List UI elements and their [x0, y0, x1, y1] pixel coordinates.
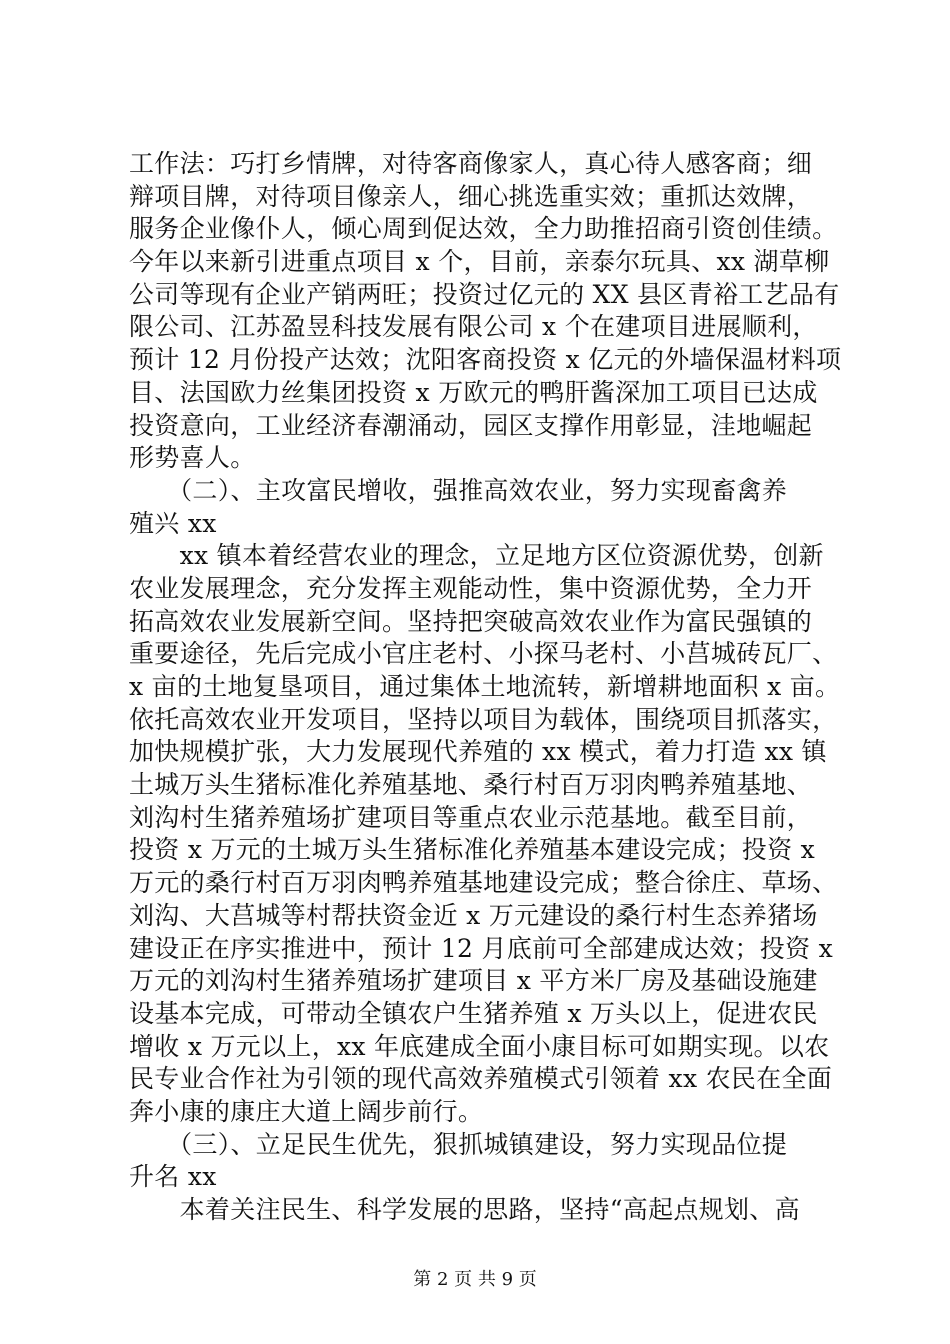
- section-heading-line: 殖兴 xx: [129, 508, 217, 538]
- body-text: [129, 148, 842, 1227]
- text-line: 本着关注民生、科学发展的思路，坚持“高起点规划、高: [129, 1195, 800, 1224]
- page-number-footer: 第 2 页 共 9 页: [413, 1269, 537, 1290]
- text-line: 公司等现有企业产销两旺；投资过亿元的 XX 县区青裕工艺品有: [129, 279, 840, 309]
- text-line: 设基本完成，可带动全镇农户生猪养殖 x 万头以上，促进农民: [129, 998, 818, 1028]
- text-line: 刘沟、大莒城等村帮扶资金近 x 万元建设的桑行村生态养猪场: [129, 900, 818, 930]
- text-line: 目、法国欧力丝集团投资 x 万欧元的鸭肝酱深加工项目已达成: [129, 377, 818, 407]
- text-line: 建设正在序实推进中，预计 12 月底前可全部建成达效；投资 x: [129, 933, 834, 963]
- text-line: 加快规模扩张，大力发展现代养殖的 xx 模式，着力打造 xx 镇: [129, 737, 827, 767]
- text-line: 服务企业像仆人，倾心周到促达效，全力助推招商引资创佳绩。: [129, 214, 838, 244]
- text-line: 辩项目牌，对待项目像亲人，细心挑选重实效；重抓达效牌，: [129, 181, 813, 211]
- section-heading-line: （二）、主攻富民增收，强推高效农业，努力实现畜禽养: [129, 475, 788, 505]
- text-line: 限公司、江苏盈昱科技发展有限公司 x 个在建项目进展顺利，: [129, 312, 818, 342]
- text-line: 奔小康的康庄大道上阔步前行。: [129, 1096, 484, 1126]
- text-line: 农业发展理念，充分发挥主观能动性，集中资源优势，全力开: [129, 573, 813, 603]
- text-line: 增收 x 万元以上，xx 年底建成全面小康目标可如期实现。以农: [129, 1031, 830, 1061]
- text-line: 刘沟村生猪养殖场扩建项目等重点农业示范基地。截至目前，: [129, 802, 813, 832]
- text-line: 民专业合作社为引领的现代高效养殖模式引领着 xx 农民在全面: [129, 1064, 833, 1094]
- text-line: 投资 x 万元的土城万头生猪标准化养殖基本建设完成；投资 x: [129, 835, 816, 865]
- section-heading-line: （三）、立足民生优先，狠抓城镇建设，努力实现品位提: [129, 1129, 788, 1159]
- text-line: 投资意向，工业经济春潮涌动，园区支撑作用彰显，洼地崛起: [129, 410, 813, 440]
- text-line: 工作法：巧打乡情牌，对待客商像家人，真心待人感客商；细: [129, 149, 813, 178]
- text-line: 形势喜人。: [129, 443, 256, 473]
- text-line: 今年以来新引进重点项目 x 个，目前，亲泰尔玩具、xx 湖草柳: [129, 247, 830, 277]
- text-line: 重要途径，先后完成小官庄老村、小探马老村、小莒城砖瓦厂、: [129, 639, 838, 669]
- text-line: x 亩的土地复垦项目，通过集体土地流转，新增耕地面积 x 亩。: [129, 672, 841, 701]
- text-line: 依托高效农业开发项目，坚持以项目为载体，围绕项目抓落实，: [129, 704, 838, 734]
- text-line: 预计 12 月份投产达效；沈阳客商投资 x 亿元的外墙保温材料项: [129, 345, 842, 375]
- text-line: 土城万头生猪标准化养殖基地、桑行村百万羽肉鸭养殖基地、: [129, 770, 813, 800]
- section-heading-line: 升名 xx: [129, 1162, 217, 1192]
- text-line: 拓高效农业发展新空间。坚持把突破高效农业作为富民强镇的: [129, 606, 813, 636]
- text-line: xx 镇本着经营农业的理念，立足地方区位资源优势，创新: [129, 541, 824, 571]
- text-line: 万元的桑行村百万羽肉鸭养殖基地建设完成；整合徐庄、草场、: [129, 868, 838, 898]
- text-line: 万元的刘沟村生猪养殖场扩建项目 x 平方米厂房及基础设施建: [129, 966, 818, 996]
